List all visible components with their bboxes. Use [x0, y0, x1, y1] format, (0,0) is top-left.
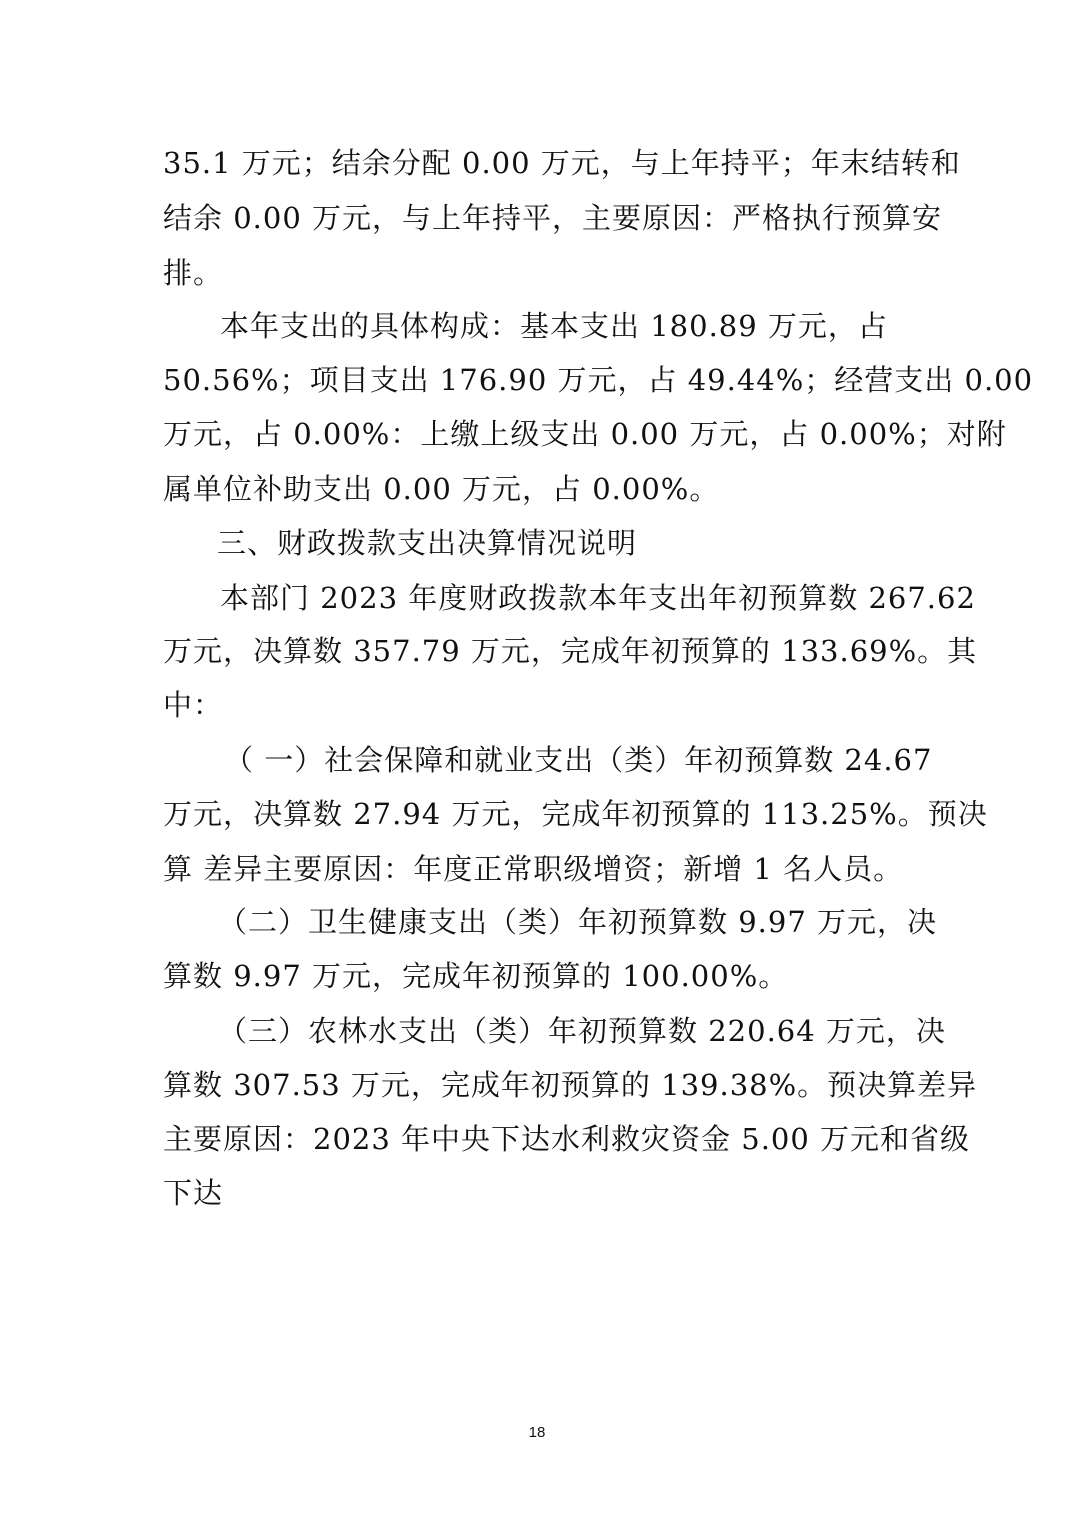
text-line: 本年支出的具体构成：基本支出 180.89 万元，占	[220, 309, 888, 343]
text-line: 50.56%；项目支出 176.90 万元，占 49.44%；经营支出 0.00	[163, 363, 1034, 397]
section-heading: 三、财政拨款支出决算情况说明	[217, 526, 638, 560]
text-line: 算数 307.53 万元，完成年初预算的 139.38%。预决算差异	[163, 1068, 978, 1102]
text-line: 结余 0.00 万元，与上年持平，主要原因：严格执行预算安	[163, 201, 943, 235]
text-line: 本部门 2023 年度财政拨款本年支出年初预算数 267.62	[220, 581, 976, 615]
text-line: 万元，占 0.00%：上缴上级支出 0.00 万元，占 0.00%；对附	[163, 417, 1007, 451]
text-line: 排。	[163, 256, 224, 290]
text-line: 属单位补助支出 0.00 万元，占 0.00%。	[163, 472, 720, 506]
text-line: 万元，决算数 357.79 万元，完成年初预算的 133.69%。其	[163, 634, 978, 668]
text-line: （三）农林水支出（类）年初预算数 220.64 万元，决	[218, 1014, 946, 1048]
text-line: 主要原因：2023 年中央下达水利救灾资金 5.00 万元和省级	[163, 1122, 971, 1156]
text-line: （二）卫生健康支出（类）年初预算数 9.97 万元，决	[218, 905, 938, 939]
text-line: 算数 9.97 万元，完成年初预算的 100.00%。	[163, 959, 789, 993]
text-line: 万元，决算数 27.94 万元，完成年初预算的 113.25%。预决	[163, 797, 988, 831]
text-line: 中：	[163, 688, 224, 722]
page-number: 18	[528, 1424, 546, 1441]
text-line: 35.1 万元；结余分配 0.00 万元，与上年持平；年末结转和	[163, 146, 961, 180]
text-line: （ 一）社会保障和就业支出（类）年初预算数 24.67	[224, 743, 933, 777]
text-line: 算 差异主要原因：年度正常职级增资；新增 1 名人员。	[163, 852, 904, 886]
text-line: 下达	[163, 1176, 224, 1210]
